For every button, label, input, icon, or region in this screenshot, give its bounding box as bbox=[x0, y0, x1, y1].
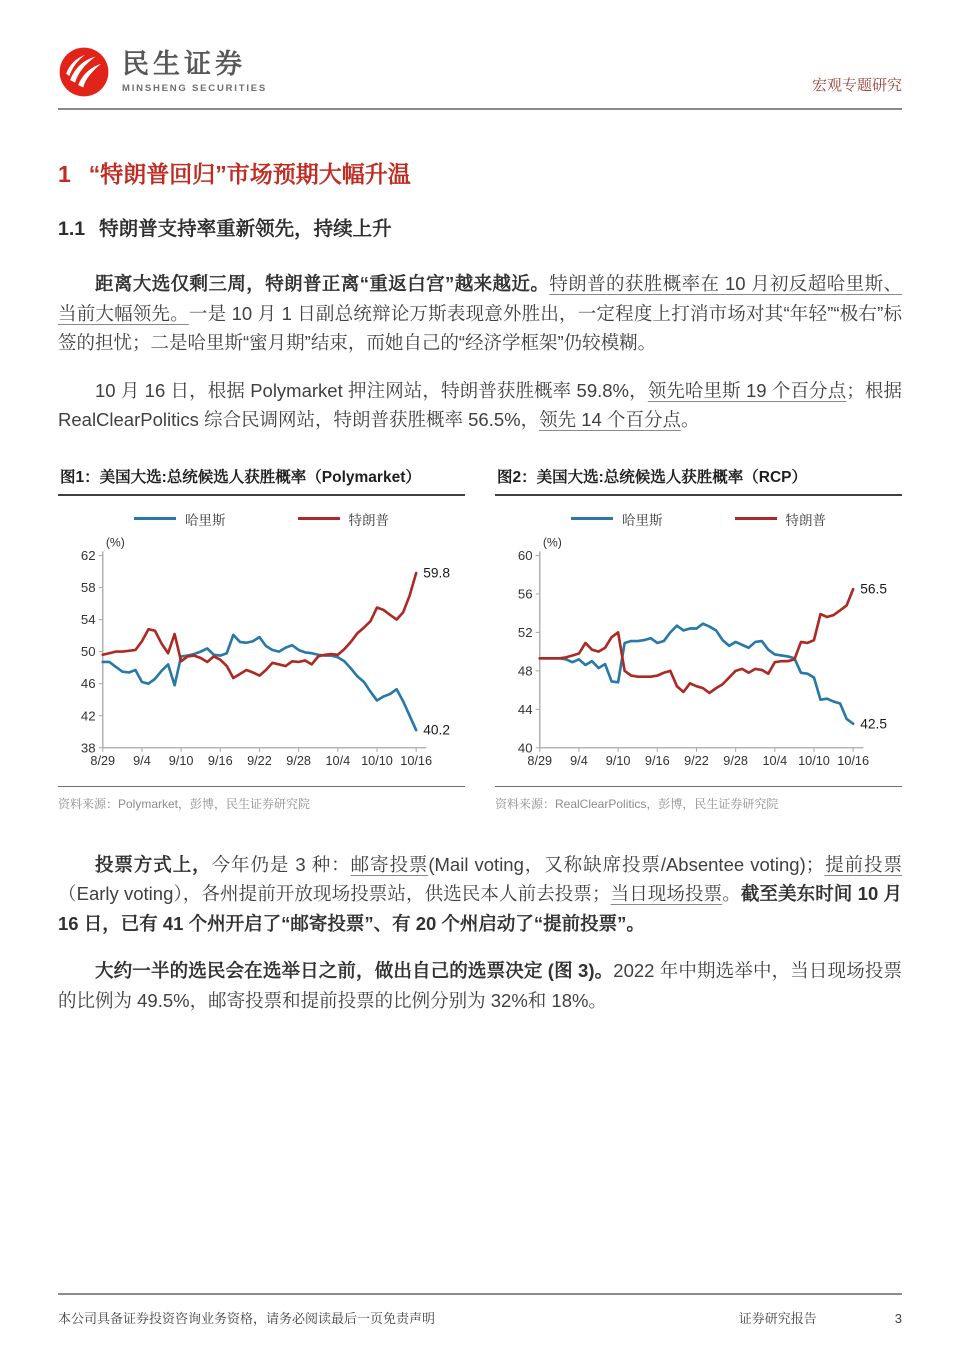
text-segment: 特朗普的获胜概率在 10 月初反超哈里斯、当前大幅领先。 bbox=[58, 273, 902, 324]
page-footer bbox=[58, 1293, 902, 1327]
figure-2-title: 图2：美国大选:总统候选人获胜概率（RCP） bbox=[495, 465, 902, 496]
legend-label-trump: 特朗普 bbox=[785, 512, 826, 528]
svg-text:(%): (%) bbox=[105, 534, 125, 549]
legend-label-harris: 哈里斯 bbox=[185, 512, 226, 528]
figure-1-line-chart bbox=[58, 529, 465, 778]
svg-text:46: 46 bbox=[80, 675, 96, 691]
text-segment: ；根据 RealClearPolitics 综合民调网站，特朗普获胜概率 56.5%， bbox=[58, 379, 902, 430]
svg-text:56: 56 bbox=[517, 585, 533, 601]
text-segment: (Mail voting，又称缺席投票/Absentee voting)； bbox=[428, 853, 825, 875]
text-segment: 。 bbox=[722, 883, 741, 905]
footer-disclaimer: 本公司具备证券投资咨询业务资格，请务必阅读最后一页免责声明 bbox=[58, 1311, 436, 1326]
legend-item-harris bbox=[134, 509, 226, 529]
figure-2-source: 资料来源：RealClearPolitics，彭博，民生证券研究院 bbox=[495, 786, 902, 812]
page-number: 3 bbox=[894, 1311, 902, 1326]
text-segment: 提前投票 bbox=[824, 853, 902, 875]
legend-item-trump bbox=[735, 509, 827, 529]
text-segment: 。 bbox=[680, 409, 700, 430]
text-segment: 邮寄投票 bbox=[350, 853, 429, 875]
svg-text:8/29: 8/29 bbox=[90, 752, 116, 768]
subsection-title: 特朗普支持率重新领先，持续上升 bbox=[99, 218, 392, 240]
footer-report-label: 证券研究报告 bbox=[738, 1311, 817, 1326]
svg-text:10/4: 10/4 bbox=[762, 752, 788, 768]
figure-2 bbox=[495, 465, 902, 812]
text-segment: 截至美东时间 10 月 16 日，已有 41 个州开启了“邮寄投票”、有 20 个州启动了“提前投票”。 bbox=[58, 883, 902, 934]
section-title: “特朗普回归”市场预期大幅升温 bbox=[88, 161, 411, 187]
harris-line-swatch-icon bbox=[134, 517, 176, 520]
svg-text:40.2: 40.2 bbox=[423, 722, 450, 738]
svg-text:9/10: 9/10 bbox=[168, 752, 194, 768]
svg-text:9/4: 9/4 bbox=[133, 752, 151, 768]
text-segment: 领先 14 个百分点 bbox=[539, 409, 681, 430]
text-segment: 2022 年中期选举中，当日现场投票的比例为 49.5%，邮寄投票和提前投票的比例分别为 32%和 18%。 bbox=[58, 960, 902, 1011]
brand bbox=[58, 46, 267, 98]
legend-label-harris: 哈里斯 bbox=[622, 512, 663, 528]
legend-label-trump: 特朗普 bbox=[348, 512, 389, 528]
text-segment: 距离大选仅剩三周，特朗普正离“重返白宫”越来越近。 bbox=[95, 273, 550, 294]
svg-text:8/29: 8/29 bbox=[527, 752, 553, 768]
svg-text:10/10: 10/10 bbox=[361, 752, 393, 768]
figure-2-legend bbox=[495, 509, 902, 529]
text-segment: （Early voting），各州提前开放现场投票站，供选民本人前去投票； bbox=[58, 883, 611, 905]
svg-text:9/16: 9/16 bbox=[207, 752, 233, 768]
svg-text:40: 40 bbox=[517, 739, 533, 755]
trump-line-swatch-icon bbox=[298, 517, 340, 520]
svg-text:38: 38 bbox=[80, 739, 96, 755]
svg-text:54: 54 bbox=[80, 611, 96, 627]
svg-text:52: 52 bbox=[517, 624, 533, 640]
harris-line-swatch-icon bbox=[571, 517, 613, 520]
brand-name-cn: 民生证券 bbox=[122, 49, 246, 80]
svg-text:10/16: 10/16 bbox=[400, 752, 433, 768]
figures-row bbox=[58, 465, 902, 812]
svg-text:9/28: 9/28 bbox=[286, 752, 312, 768]
subsection-number: 1.1 bbox=[58, 218, 86, 240]
svg-text:10/4: 10/4 bbox=[325, 752, 351, 768]
brand-name-en: MINSHENG SECURITIES bbox=[122, 82, 268, 94]
svg-text:59.8: 59.8 bbox=[423, 565, 450, 581]
text-segment: 当日现场投票 bbox=[610, 883, 723, 905]
svg-text:10/10: 10/10 bbox=[798, 752, 830, 768]
text-segment: 大约一半的选民会在选举日之前，做出自己的选票决定 (图 3)。 bbox=[95, 960, 614, 982]
svg-text:44: 44 bbox=[517, 701, 533, 717]
svg-text:62: 62 bbox=[80, 547, 96, 563]
svg-text:9/4: 9/4 bbox=[570, 752, 588, 768]
svg-text:9/22: 9/22 bbox=[684, 752, 709, 768]
text-segment: 10 月 16 日，根据 Polymarket 押注网站，特朗普获胜概率 59.8%， bbox=[95, 379, 648, 401]
figure-1 bbox=[58, 465, 465, 812]
figure-2-line-chart bbox=[495, 529, 902, 778]
svg-text:50: 50 bbox=[80, 643, 96, 659]
svg-text:9/28: 9/28 bbox=[723, 752, 749, 768]
section-heading bbox=[58, 156, 902, 189]
minsheng-logo-icon bbox=[58, 46, 110, 98]
brand-text bbox=[122, 50, 267, 94]
footer-right bbox=[739, 1308, 902, 1327]
report-type-label: 宏观专题研究 bbox=[811, 77, 902, 94]
text-segment: 一是 10 月 1 日副总统辩论万斯表现意外胜出，一定程度上打消市场对其“年轻”“极右”标签的担忧；二是哈里斯“蜜月期”结束，而她自己的“经济学框架”仍较模糊。 bbox=[58, 302, 902, 353]
svg-text:9/16: 9/16 bbox=[644, 752, 670, 768]
paragraph-4 bbox=[58, 956, 902, 1015]
svg-text:58: 58 bbox=[80, 579, 96, 595]
svg-text:56.5: 56.5 bbox=[860, 581, 887, 597]
paragraph-2 bbox=[58, 376, 902, 435]
figure-1-title: 图1：美国大选:总统候选人获胜概率（Polymarket） bbox=[58, 465, 465, 496]
paragraph-1 bbox=[58, 269, 902, 358]
svg-text:(%): (%) bbox=[542, 534, 562, 549]
svg-text:60: 60 bbox=[517, 547, 533, 563]
text-segment: 投票方式上， bbox=[95, 853, 212, 875]
figure-1-source: 资料来源：Polymarket，彭博，民生证券研究院 bbox=[58, 786, 465, 812]
svg-text:9/22: 9/22 bbox=[247, 752, 272, 768]
paragraph-3 bbox=[58, 850, 902, 939]
svg-text:10/16: 10/16 bbox=[837, 752, 870, 768]
subsection-heading bbox=[58, 213, 902, 241]
section-number: 1 bbox=[58, 161, 71, 187]
svg-text:42: 42 bbox=[80, 707, 96, 723]
trump-line-swatch-icon bbox=[735, 517, 777, 520]
legend-item-harris bbox=[571, 509, 663, 529]
svg-text:48: 48 bbox=[517, 662, 533, 678]
text-segment: 今年仍是 3 种： bbox=[211, 853, 351, 875]
text-segment: 领先哈里斯 19 个百分点 bbox=[647, 379, 847, 401]
svg-text:9/10: 9/10 bbox=[605, 752, 631, 768]
svg-text:42.5: 42.5 bbox=[860, 715, 887, 731]
legend-item-trump bbox=[298, 509, 390, 529]
figure-1-legend bbox=[58, 509, 465, 529]
page-header bbox=[58, 46, 902, 110]
